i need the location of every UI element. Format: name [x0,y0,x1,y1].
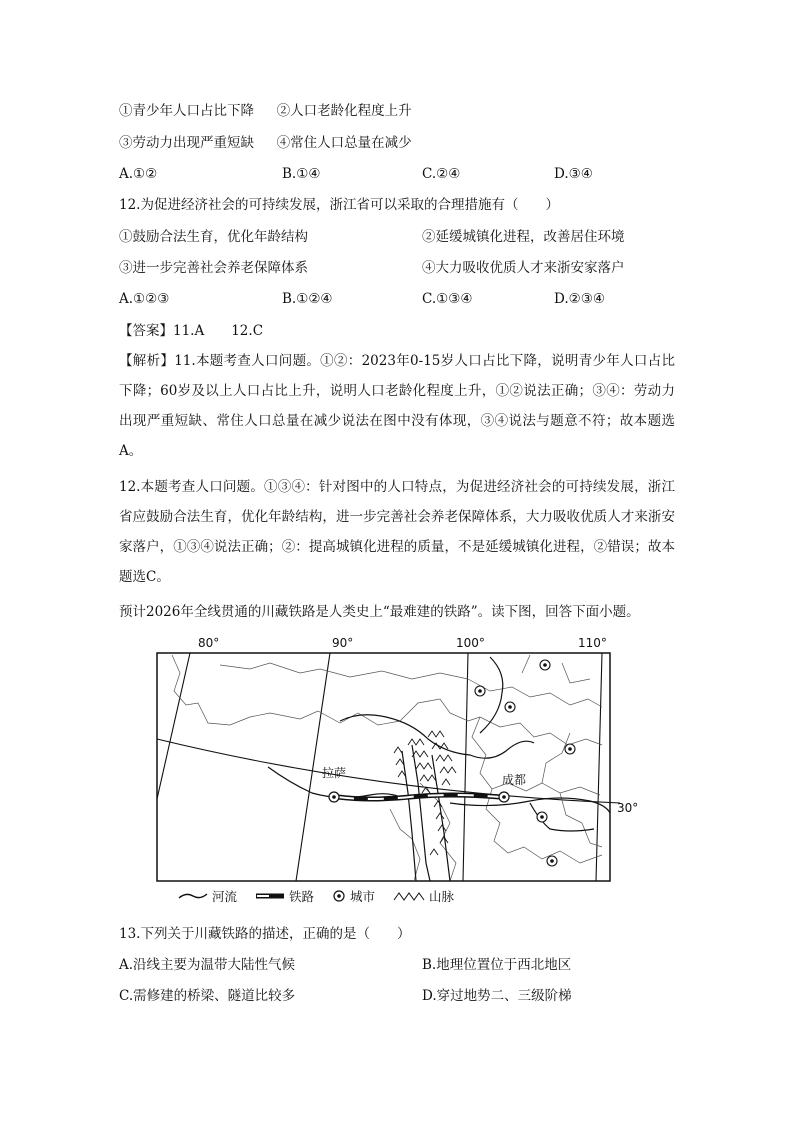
city-legend-icon [332,890,346,902]
q12-statement-1: ①鼓励合法生育，优化年龄结构 [119,229,308,245]
q13-option-b[interactable]: B.地理位置位于西北地区 [422,957,572,973]
analysis-11: 【解析】11.本题考查人口问题。①②：2023年0-15岁人口占比下降，说明青少年人口占比下降；60岁及以上人口占比上升，说明人口老龄化程度上升，①②说法正确；③④：劳动力出现严重短缺、常住人口总量在减少说法在图中没有体现，③④说法与题意不符；故本题选A。 [119,353,675,459]
city-lhasa-marker[interactable] [329,792,339,802]
q13-stem: 13.下列关于川藏铁路的描述，正确的是（ ） [119,926,411,942]
q12-statement-4: ④大力吸收优质人才来浙安家落户 [422,260,625,276]
q11-statement-4: ④常住人口总量在减少 [276,135,412,151]
graticule [157,653,620,881]
lon-label-80: 80° [198,636,220,650]
q12-statement-2: ②延缓城镇化进程，改善居住环境 [422,229,625,245]
lat-label-30: 30° [617,801,639,815]
q11-option-a[interactable]: A.①② [119,166,158,182]
q11-statement-3: ③劳动力出现严重短缺 [119,135,254,151]
legend-city [332,887,375,905]
city-chengdu-marker[interactable] [499,792,509,802]
q11-option-b[interactable]: B.①④ [282,166,321,182]
map-frame [157,653,610,881]
q11-statement-1-2 [119,102,412,120]
sichuan-tibet-railway-map [150,633,650,883]
legend-river-label: 河流 [212,889,238,904]
legend-railway-label: 铁路 [289,889,315,904]
legend-mountain-label: 山脉 [429,889,455,904]
boundaries [172,655,602,881]
q12-option-c[interactable]: C.①③④ [422,291,473,307]
map-legend [178,887,472,905]
q13-option-a[interactable]: A.沿线主要为温带大陆性气候 [119,957,296,973]
legend-railway [255,887,314,905]
mountain-legend-icon [393,890,425,902]
q12-option-b[interactable]: B.①②④ [282,291,333,307]
q11-option-c[interactable]: C.②④ [422,166,461,182]
city-markers [329,660,575,866]
lon-label-90: 90° [332,636,354,650]
lon-label-110: 110° [578,636,607,650]
q12-statement-3: ③进一步完善社会养老保障体系 [119,260,308,276]
q11-option-d[interactable]: D.③④ [554,166,593,182]
q11-statement-2: ②人口老龄化程度上升 [276,103,412,119]
river-legend-icon [178,890,208,902]
legend-city-label: 城市 [350,889,376,904]
railway-line [338,795,500,799]
rivers [268,657,610,881]
legend-river [178,887,237,905]
q13-option-c[interactable]: C.需修建的桥梁、隧道比较多 [119,988,296,1004]
railway-legend-icon [255,890,285,902]
q11-statement-1: ①青少年人口占比下降 [119,103,254,119]
answer-line: 【答案】11.A 12.C [119,323,264,339]
q12-stem: 12.为促进经济社会的可持续发展，浙江省可以采取的合理措施有（ ） [119,197,559,213]
city-label-chengdu: 成都 [502,773,527,787]
analysis-12: 12.本题考查人口问题。①③④：针对图中的人口特点，为促进经济社会的可持续发展，浙江省应鼓励合法生育，优化年龄结构，进一步完善社会养老保障体系，大力吸收优质人才来浙安家落户，①③④说法正确；②：提高城镇化进程的质量，不是延缓城镇化进程，②错误；故本题选C。 [119,479,675,585]
lon-label-100: 100° [456,636,485,650]
q12-option-a[interactable]: A.①②③ [119,291,170,307]
map-intro: 预计2026年全线贯通的川藏铁路是人类史上“最难建的铁路”。读下图，回答下面小题。 [119,604,640,620]
q12-option-d[interactable]: D.②③④ [554,291,605,307]
q13-option-d[interactable]: D.穿过地势二、三级阶梯 [422,988,572,1004]
city-label-lhasa: 拉萨 [322,766,347,780]
q11-statement-3-4 [119,134,412,152]
legend-mountain [393,887,454,905]
other-city-dots [478,663,572,863]
